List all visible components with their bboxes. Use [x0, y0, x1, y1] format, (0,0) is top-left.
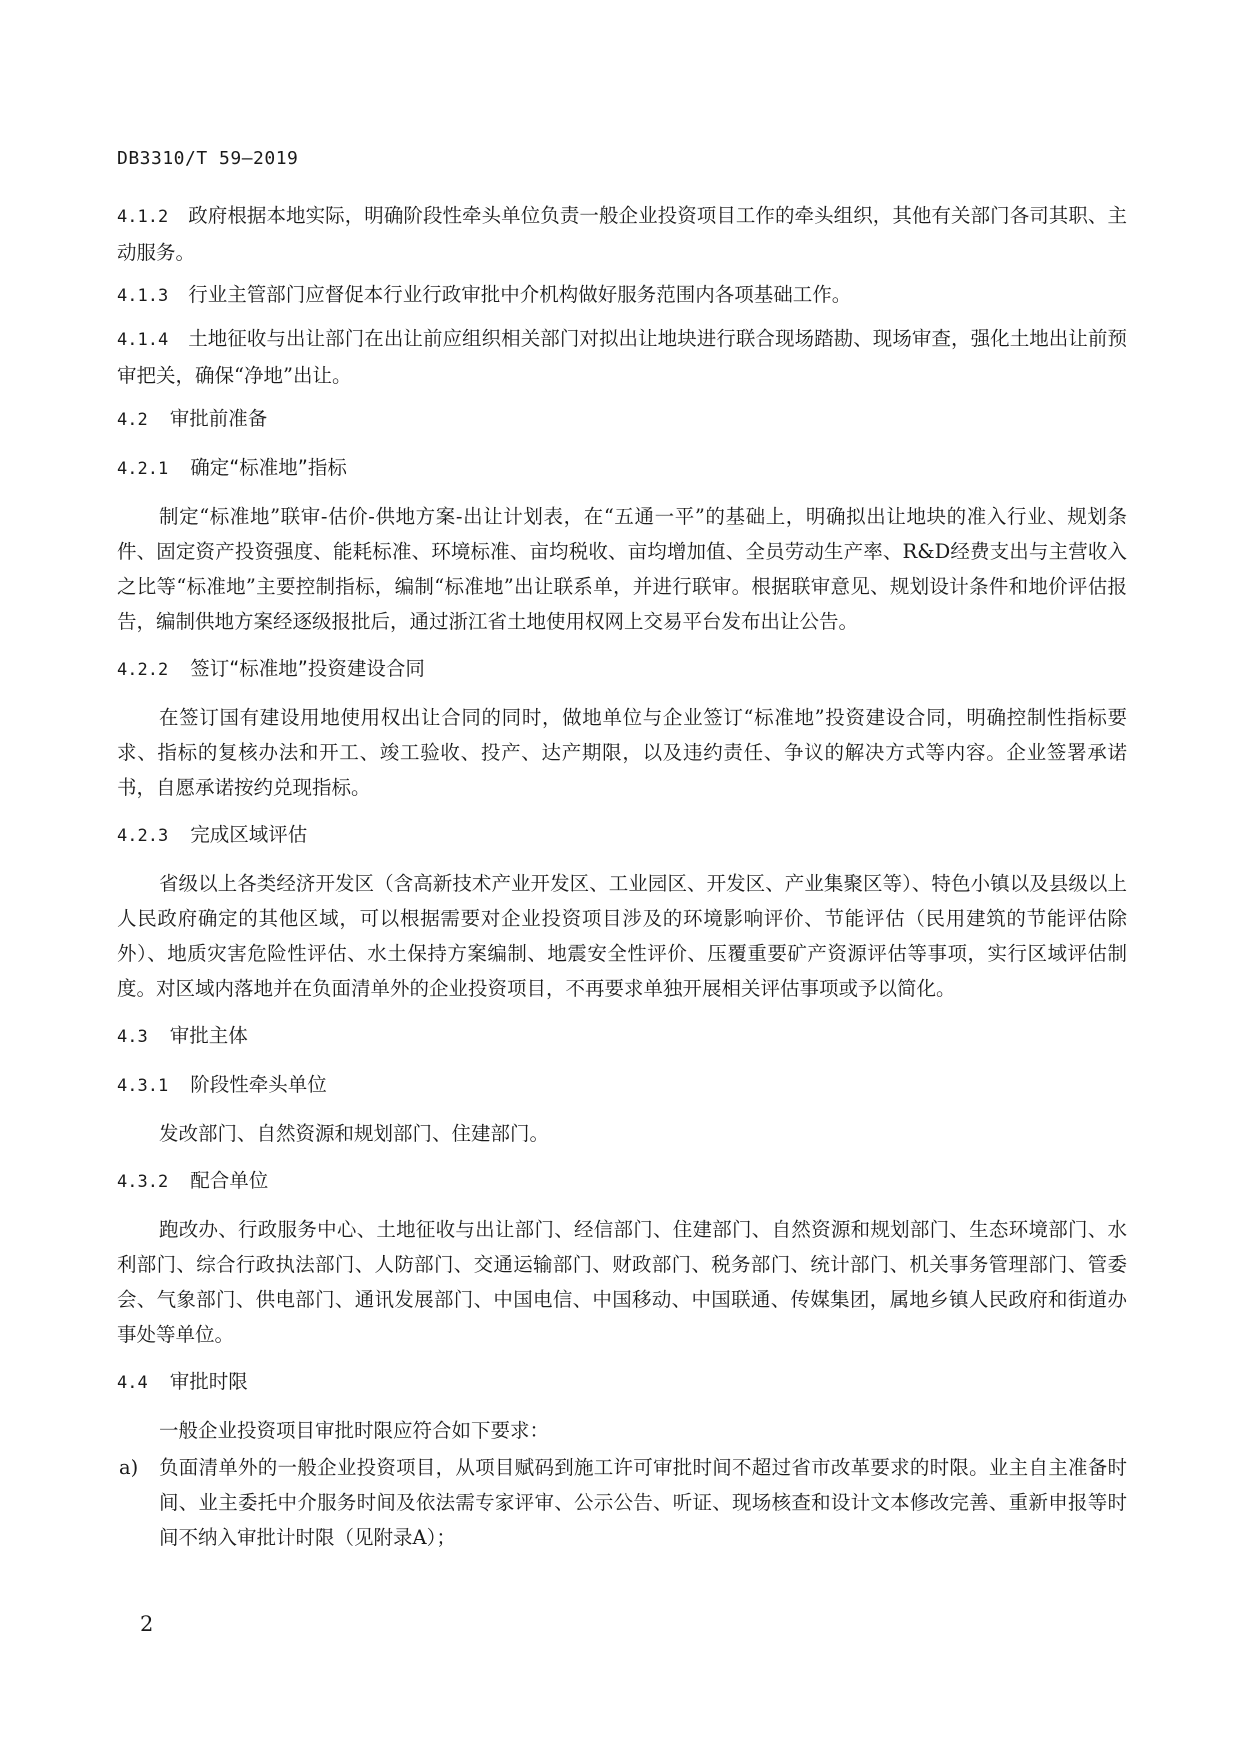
heading-text: 审批主体	[169, 1024, 248, 1047]
section-heading-4-2-1	[117, 450, 1127, 487]
section-heading-4-2-3	[117, 817, 1127, 854]
clause-text: 行业主管部门应督促本行业行政审批中介机构做好服务范围内各项基础工作。	[188, 283, 852, 306]
paragraph-4-2-1: 制定“标准地”联审-估价-供地方案-出让计划表，在“五通一平”的基础上，明确拟出让地块的准入行业、规划条件、固定资产投资强度、能耗标准、环境标准、亩均税收、亩均增加值、全员劳动生产率、R&D经费支出与主营收入之比等“标准地”主要控制指标，编制“标准地”出让联系单，并进行联审。根据联审意见、规划设计条件和地价评估报告，编制供地方案经逐级报批后，通过浙江省土地使用权网上交易平台发布出让公告。	[117, 505, 1127, 633]
clause-number: 4.1.2	[117, 207, 169, 227]
heading-number: 4.3.2	[117, 1172, 169, 1192]
clause-text: 政府根据本地实际，明确阶段性牵头单位负责一般企业投资项目工作的牵头组织，其他有关部门各司其职、主动服务。	[117, 204, 1127, 264]
heading-text: 配合单位	[190, 1169, 269, 1192]
heading-text: 审批时限	[169, 1370, 248, 1393]
paragraph-4-4: 一般企业投资项目审批时限应符合如下要求：	[159, 1419, 550, 1442]
paragraph-4-3-2: 跑改办、行政服务中心、土地征收与出让部门、经信部门、住建部门、自然资源和规划部门、生态环境部门、水利部门、综合行政执法部门、人防部门、交通运输部门、财政部门、税务部门、统计部门、机关事务管理部门、管委会、气象部门、供电部门、通讯发展部门、中国电信、中国移动、中国联通、传媒集团，属地乡镇人民政府和街道办事处等单位。	[117, 1218, 1127, 1346]
section-heading-4-3-2	[117, 1163, 1127, 1200]
paragraph-4-2-3: 省级以上各类经济开发区（含高新技术产业开发区、工业园区、开发区、产业集聚区等）、特色小镇以及县级以上人民政府确定的其他区域，可以根据需要对企业投资项目涉及的环境影响评价、节能评估（民用建筑的节能评估除外）、地质灾害危险性评估、水土保持方案编制、地震安全性评价、压覆重要矿产资源评估等事项，实行区域评估制度。对区域内落地并在负面清单外的企业投资项目，不再要求单独开展相关评估事项或予以简化。	[117, 872, 1127, 1000]
paragraph-4-2-2: 在签订国有建设用地使用权出让合同的同时，做地单位与企业签订“标准地”投资建设合同，明确控制性指标要求、指标的复核办法和开工、竣工验收、投产、达产期限，以及违约责任、争议的解决方式等内容。企业签署承诺书，自愿承诺按约兑现指标。	[117, 706, 1127, 799]
clause-text: 土地征收与出让部门在出让前应组织相关部门对拟出让地块进行联合现场踏勘、现场审查，强化土地出让前预审把关，确保“净地”出让。	[117, 327, 1127, 387]
page-number: 2	[140, 1612, 154, 1636]
heading-text: 阶段性牵头单位	[190, 1073, 327, 1096]
section-heading-4-3-1	[117, 1067, 1127, 1104]
clause-4-1-3	[117, 277, 1127, 314]
section-heading-4-2	[117, 401, 1127, 438]
heading-text: 确定“标准地”指标	[190, 456, 347, 479]
heading-number: 4.2.2	[117, 660, 169, 680]
heading-text: 审批前准备	[169, 407, 268, 430]
heading-number: 4.3.1	[117, 1076, 169, 1096]
clause-4-1-4	[117, 321, 1127, 393]
section-heading-4-4	[117, 1364, 1127, 1401]
heading-number: 4.2	[117, 410, 148, 430]
heading-text: 签订“标准地”投资建设合同	[190, 657, 425, 680]
list-item-a	[117, 1450, 1127, 1555]
heading-number: 4.4	[117, 1373, 148, 1393]
clause-4-1-2	[117, 198, 1127, 270]
document-body	[117, 198, 1127, 1555]
heading-number: 4.3	[117, 1027, 148, 1047]
list-marker: a)	[119, 1456, 139, 1479]
section-heading-4-3	[117, 1018, 1127, 1055]
list-item-text: 负面清单外的一般企业投资项目，从项目赋码到施工许可审批时间不超过省市改革要求的时限。业主自主准备时间、业主委托中介服务时间及依法需专家评审、公示公告、听证、现场核查和设计文本修改完善、重新申报等时间不纳入审批计时限（见附录A）；	[159, 1456, 1127, 1549]
section-heading-4-2-2	[117, 651, 1127, 688]
clause-number: 4.1.4	[117, 330, 169, 350]
heading-number: 4.2.1	[117, 459, 169, 479]
clause-number: 4.1.3	[117, 286, 169, 306]
heading-text: 完成区域评估	[190, 823, 308, 846]
paragraph-4-3-1: 发改部门、自然资源和规划部门、住建部门。	[159, 1122, 550, 1145]
heading-number: 4.2.3	[117, 826, 169, 846]
standard-id: DB3310/T 59—2019	[117, 148, 299, 169]
